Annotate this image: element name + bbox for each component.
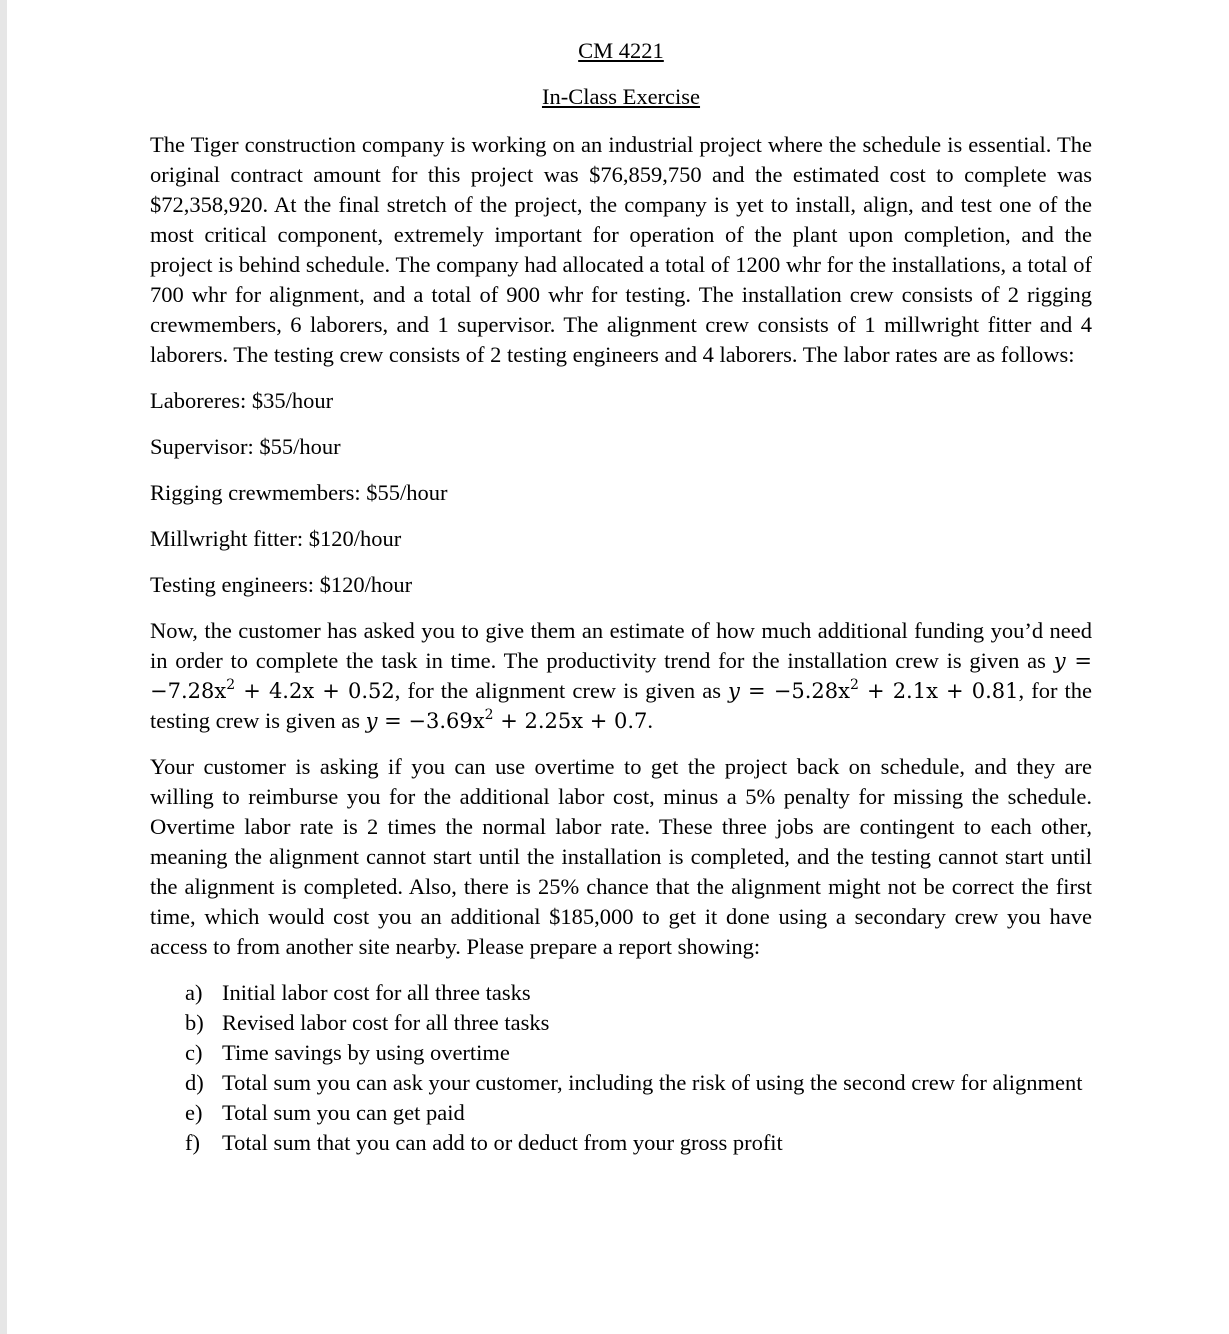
productivity-mid-1: , for the alignment crew is given as <box>394 678 729 703</box>
list-item: c) Time savings by using overtime <box>185 1040 510 1065</box>
document-page <box>150 36 1092 1158</box>
exercise-title: In-Class Exercise <box>541 84 701 109</box>
equation-testing: $y = -3.69x^2 + 2.25x + 0.7$ <box>365 707 648 733</box>
course-title: CM 4221 <box>578 38 664 63</box>
equation-installation: $y = -7.28x^2 + 4.2x + 0.52$ <box>150 649 1092 703</box>
equation-alignment: $y = -5.28x^2 + 2.1x + 0.81$ <box>728 677 1019 703</box>
overtime-paragraph: Your customer is asking if you can use overtime to get the project back on schedule, and they are willing to reimburse you for the additional labor cost, minus a 5% penalty for missing the schedule. Overtime labor rate is 2 times the normal labor rate. These three jobs are contingent to each other, meaning the alignment cannot start until the installation is completed, and the testing cannot start until the alignment is completed. Also, there is 25% chance that the alignment might not be correct the first time, which would cost you an additional $185,000 to get it done using a secondary crew you have access to from another site nearby. Please prepare a report showing: <box>150 754 1092 959</box>
rate-laborers: Laboreres: $35/hour <box>150 388 334 413</box>
list-item: f) Total sum that you can add to or deduct from your gross profit <box>185 1130 783 1155</box>
report-task-list <box>150 978 1092 1158</box>
labor-rates-list <box>150 386 1092 600</box>
intro-paragraph: The Tiger construction company is working on an industrial project where the schedule is essential. The original contract amount for this project was $76,859,750 and the estimated cost to complete was $72,358,920. At the final stretch of the project, the company is yet to install, align, and test one of the most critical component, extremely important for operation of the plant upon completion, and the project is behind schedule. The company had allocated a total of 1200 whr for the installations, a total of 700 whr for alignment, and a total of 900 whr for testing. The installation crew consists of 2 rigging crewmembers, 6 laborers, and 1 supervisor. The alignment crew consists of 1 millwright fitter and 4 laborers. The testing crew consists of 2 testing engineers and 4 laborers. The labor rates are as follows: <box>150 132 1092 367</box>
rate-supervisor: Supervisor: $55/hour <box>150 434 341 459</box>
rate-millwright: Millwright fitter: $120/hour <box>150 526 402 551</box>
list-item: a) Initial labor cost for all three tasks <box>185 980 531 1005</box>
productivity-mid-2: , for the testing crew is given as <box>150 678 1092 733</box>
left-page-shadow <box>0 0 7 1334</box>
list-item: b) Revised labor cost for all three tasks <box>185 1010 550 1035</box>
list-item: d) Total sum you can ask your customer, including the risk of using the second crew for alignment <box>185 1070 1083 1095</box>
productivity-paragraph <box>150 616 1092 736</box>
rate-rigging: Rigging crewmembers: $55/hour <box>150 480 448 505</box>
list-item: e) Total sum you can get paid <box>185 1100 465 1125</box>
productivity-lead: Now, the customer has asked you to give them an estimate of how much additional funding you’d need in order to complete the task in time. The productivity trend for the installation crew is given as <box>150 618 1092 673</box>
productivity-end: . <box>647 708 654 733</box>
rate-testing-engineers: Testing engineers: $120/hour <box>150 572 413 597</box>
